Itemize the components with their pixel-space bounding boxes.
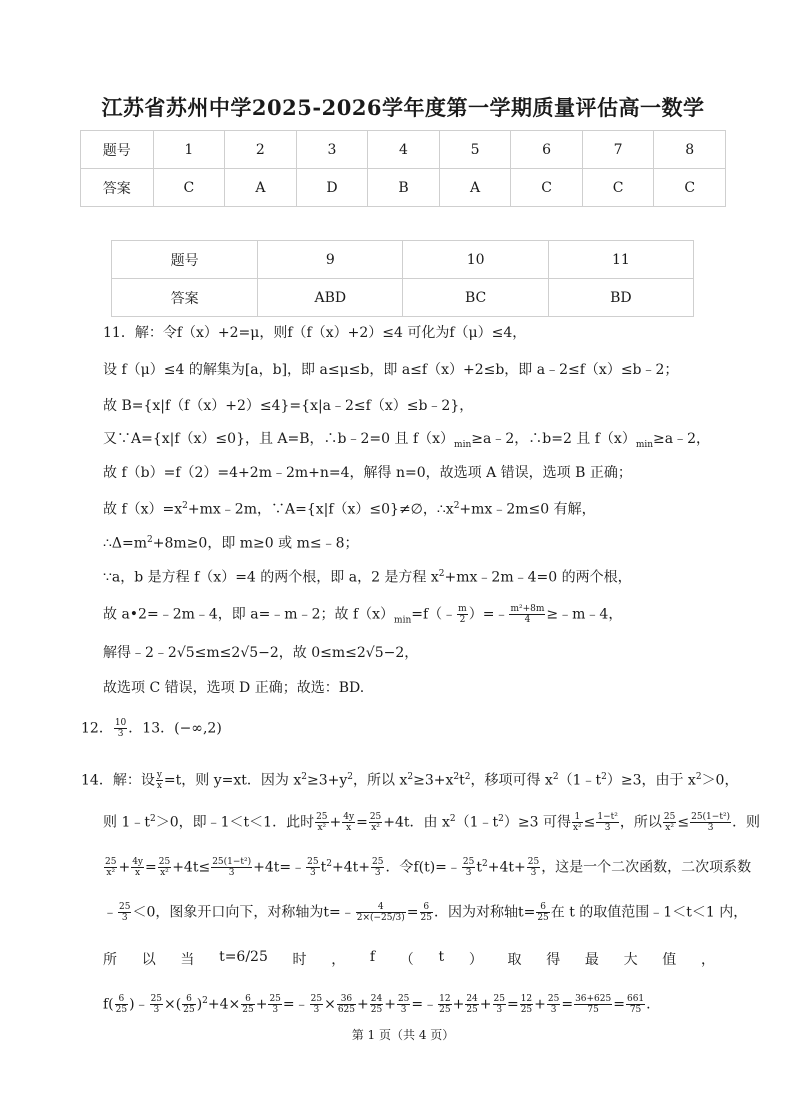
text: +mx﹣2m≤0 有解， xyxy=(459,501,596,518)
text: ≤m≤2 xyxy=(194,645,241,661)
table-cell: A xyxy=(225,169,297,207)
table-cell: 9 xyxy=(258,241,403,279)
text: ．13． xyxy=(128,720,175,737)
text: 最 xyxy=(584,952,599,968)
text: +4t．由 x xyxy=(383,814,450,831)
sqrt: √5 xyxy=(176,645,195,661)
text: ， xyxy=(331,952,346,968)
fraction: $\frac{y}{x}$ xyxy=(156,770,162,792)
table-cell: C xyxy=(511,169,583,207)
fraction: $\frac{\text{m²+8m}}{4}$ xyxy=(510,604,545,625)
text: t=6/25 xyxy=(219,949,268,965)
text: 时 xyxy=(292,952,307,968)
text: f(t)=﹣ xyxy=(413,859,461,876)
solution-11-line-9 xyxy=(103,604,622,629)
text: ）≥3，由于 x xyxy=(606,772,696,789)
text: ，所以 xyxy=(619,814,662,831)
text: ．则 xyxy=(732,814,761,831)
table-cell: 8 xyxy=(654,131,726,169)
table-row xyxy=(81,131,726,169)
text: ≥﹣m﹣4， xyxy=(546,606,623,623)
table-cell: ABD xyxy=(258,279,403,317)
text: 故 f（x）=x xyxy=(103,501,183,518)
solution-14-line-5 xyxy=(103,949,715,969)
text: +4t=﹣ xyxy=(253,859,306,876)
text: ，移项可得 x xyxy=(470,772,553,789)
text: （1﹣t xyxy=(455,814,499,831)
page-title: 江苏省苏州中学2025-2026学年度第一学期质量评估高一数学 xyxy=(101,95,705,120)
fraction: $\frac{10}{3}$ xyxy=(114,718,127,739)
table-cell: A xyxy=(439,169,511,207)
solution-11-line-7 xyxy=(103,531,359,553)
text: ∵a，b 是方程 f（x）=4 的两个根，即 a，2 是方程 x xyxy=(103,569,439,586)
text: +mx﹣2m﹣4=0 的两个根， xyxy=(444,569,632,586)
text: ）≥3 可得 xyxy=(503,814,571,831)
text: 在 t 的取值范围﹣1＜t＜1 内， xyxy=(550,904,748,921)
text: 取 xyxy=(507,952,522,968)
text: ，这是一个二次函数，二次项系数 xyxy=(541,859,752,876)
text: ．因为对称轴 xyxy=(433,904,518,921)
text: (−∞,2) xyxy=(174,720,222,737)
sqrt: √5 xyxy=(365,645,384,661)
text: 则 1﹣t xyxy=(103,814,150,831)
text: ）=﹣ xyxy=(468,606,509,623)
table-header-cell: 题号 xyxy=(81,131,154,169)
table-header-cell: 答案 xyxy=(81,169,154,207)
subscript: min xyxy=(394,615,412,626)
text: 大 xyxy=(623,952,638,968)
text: ∴Δ=m xyxy=(103,535,148,552)
subscript: min xyxy=(454,439,472,450)
fraction: $\frac{m}{2}$ xyxy=(458,604,467,625)
solution-14-line-3: $\frac{25}{\text{x²}}$ + $\frac{4y}{x}$ = $\frac{25}{\text{x²}}$ +4t≤ $\frac{\text{25(1−t²)}}{3}$ +4t=﹣ $\frac{25}{3}$ $t^2+4t+$ $\frac{25}{3}$ ．令f(t)=﹣ $\frac{25}{3}$ $t^2+4t+$ $\frac{25}{3}$ ，这是一个二次函数，二次项系数 xyxy=(105,857,752,879)
solution-11-line-10 xyxy=(103,644,418,662)
text: ，所以 x xyxy=(353,772,408,789)
table-cell: C xyxy=(582,169,654,207)
solution-14-line-6: f( $\frac{6}{25}$ )﹣ $\frac{25}{3}$ ×( $\frac{6}{25}$ )$^2$+4× $\frac{6}{25}$ + $\frac{25}{3}$ =﹣ $\frac{25}{3}$ × $\frac{36}{625}$ + $\frac{24}{25}$ + $\frac{25}{3}$ =﹣ $\frac{12}{25}$ + $\frac{24}{25}$ + $\frac{25}{3}$ = $\frac{12}{25}$ + $\frac{25}{3}$ = $\frac{36+625}{75}$ = $\frac{661}{75}$ . xyxy=(103,994,651,1016)
text: ） xyxy=(468,952,483,968)
text: f( xyxy=(103,996,114,1013)
subscript: min xyxy=(635,439,654,450)
text: =f（﹣ xyxy=(411,606,457,623)
text: ≥a﹣2，∴b=2 且 f（x） xyxy=(471,431,636,447)
table-cell: D xyxy=(296,169,368,207)
exponent: 2 xyxy=(147,535,153,545)
text: 以 xyxy=(141,952,156,968)
text: +8m≥0，即 m≥0 或 m≤﹣8； xyxy=(152,535,359,552)
text: 值 xyxy=(662,952,677,968)
text: 解得﹣2﹣2 xyxy=(103,645,177,661)
table-header-cell: 题号 xyxy=(112,241,258,279)
solution-11-line-2: 设 f（μ）≤4 的解集为[a，b]，即 a≤μ≤b，即 a≤f（x）+2≤b，即 a﹣2≤f（x）≤b﹣2； xyxy=(103,362,679,378)
solution-11-line-1 xyxy=(103,324,526,342)
table-cell: 2 xyxy=(225,131,297,169)
table-cell: C xyxy=(153,169,225,207)
solution-11-line-8 xyxy=(103,565,632,587)
text: 得 xyxy=(546,952,561,968)
table-cell: B xyxy=(368,169,440,207)
exponent: 2 xyxy=(438,569,445,579)
answer-table-2 xyxy=(111,240,694,317)
solution-11-line-5: 故 f（b）=f（2）=4+2m﹣2m+n=4，解得 n=0，故选项 A 错误，选项 B 正确； xyxy=(103,465,632,481)
text: ≥a﹣2， xyxy=(653,431,711,447)
table-cell: 7 xyxy=(582,131,654,169)
table-cell: 1 xyxy=(153,131,225,169)
table-cell: 6 xyxy=(511,131,583,169)
table-row xyxy=(112,279,694,317)
text: 又∵A={x|f（x）≤0}，且 A=B，∴b﹣2=0 且 f（x） xyxy=(103,431,455,447)
text: +4t+ xyxy=(331,859,370,876)
solution-11-line-3: 故 B={x|f（f（x）+2）≤4}={x|a﹣2≤f（x）≤b﹣2}， xyxy=(103,398,474,414)
solution-14-line-2: 则 $1﹣t^2>0$，即﹣1＜t＜1．此时 $\frac{25}{\text{x²}}$ + $\frac{4y}{x}$ = $\frac{25}{\text{x²}}$ +4t．由 $x^2(1﹣t^2)\ge 3$ 可得 $\frac{1}{\text{x²}}$ ≤ $\frac{\text{1−t²}}{3}$ ，所以 $\frac{25}{\text{x²}}$ ≤ $\frac{\text{25(1−t²)}}{3}$ ．则 xyxy=(103,812,761,834)
text: −2， xyxy=(383,645,419,661)
text: t xyxy=(459,772,465,789)
solution-14-line-4: ﹣ $\frac{25}{3}$ ＜0，图象开口向下，对称轴为t=﹣ $\frac{4}{2\times(-25/3)}$ = $\frac{6}{25}$ ．因为对称轴t= $\frac{6}{25}$ 在 t 的取值范围﹣1＜t＜1 内， xyxy=(103,902,748,923)
table-row xyxy=(81,169,726,207)
exponent: 2 xyxy=(182,501,188,511)
table-cell: 4 xyxy=(368,131,440,169)
exponent: 2 xyxy=(453,501,460,511)
text: t xyxy=(438,949,445,965)
text: +mx﹣2m，∵A={x|f（x）≤0}≠∅，∴x xyxy=(187,501,454,518)
text: =t，则 y=xt．因为 x xyxy=(163,772,302,789)
solution-11-line-6 xyxy=(103,497,596,519)
text: （1﹣t xyxy=(558,772,602,789)
solution-12-13 xyxy=(81,718,222,739)
text: f（x）+2=μ，则 xyxy=(176,325,288,341)
text: （ xyxy=(399,952,414,968)
text: ．令 xyxy=(385,859,414,876)
page-footer: 第 1 页（共 4 页） xyxy=(351,1028,455,1042)
table-cell: 3 xyxy=(296,131,368,169)
text: ， xyxy=(700,952,715,968)
text: ＞0， xyxy=(701,772,739,789)
table-cell: BD xyxy=(548,279,693,317)
solution-14-line-1: 14．解：设 $\frac{y}{x}$ =t，则 y=xt．因为 $x^2\ge 3+y^2$，所以 $x^2\ge 3+x^2t^2$，移项可得 $x^2(1﹣t^2)\ge 3$，由于 $x^2>0$， xyxy=(81,770,739,792)
text: 11．解：令 xyxy=(103,325,177,341)
sqrt: √5 xyxy=(240,645,259,661)
text: −2，故 0≤m≤2 xyxy=(258,645,366,661)
table-row xyxy=(112,241,694,279)
text: 12． xyxy=(81,720,113,737)
table-header-cell: 答案 xyxy=(112,279,258,317)
text: 所 xyxy=(103,952,117,968)
text: 14．解：设 xyxy=(81,772,155,789)
table-cell: 5 xyxy=(439,131,511,169)
solution-11-line-11: 故选项 C 错误，选项 D 正确；故选：BD. xyxy=(103,680,365,696)
text: . xyxy=(646,996,651,1013)
text: t xyxy=(320,859,327,876)
table-cell: 10 xyxy=(403,241,548,279)
text: f xyxy=(369,949,376,965)
text: f（μ）≤4， xyxy=(449,325,527,341)
answer-table-1 xyxy=(80,130,726,207)
table-cell: 11 xyxy=(548,241,693,279)
table-cell: BC xyxy=(403,279,548,317)
text: ≥3+x xyxy=(413,772,454,789)
text: ≥3+y xyxy=(306,772,348,789)
text: 当 xyxy=(180,952,195,968)
text: ＞0，即﹣1＜t＜1．此时 xyxy=(155,814,315,831)
text: 故 a•2=﹣2m﹣4，即 a=﹣m﹣2；故 f（x） xyxy=(103,606,395,623)
text: f（f（x）+2）≤4 可化为 xyxy=(287,325,450,341)
table-cell: C xyxy=(654,169,726,207)
solution-11-line-4 xyxy=(103,430,710,454)
text: ＜0，图象开口向下，对称轴为 xyxy=(132,904,324,921)
